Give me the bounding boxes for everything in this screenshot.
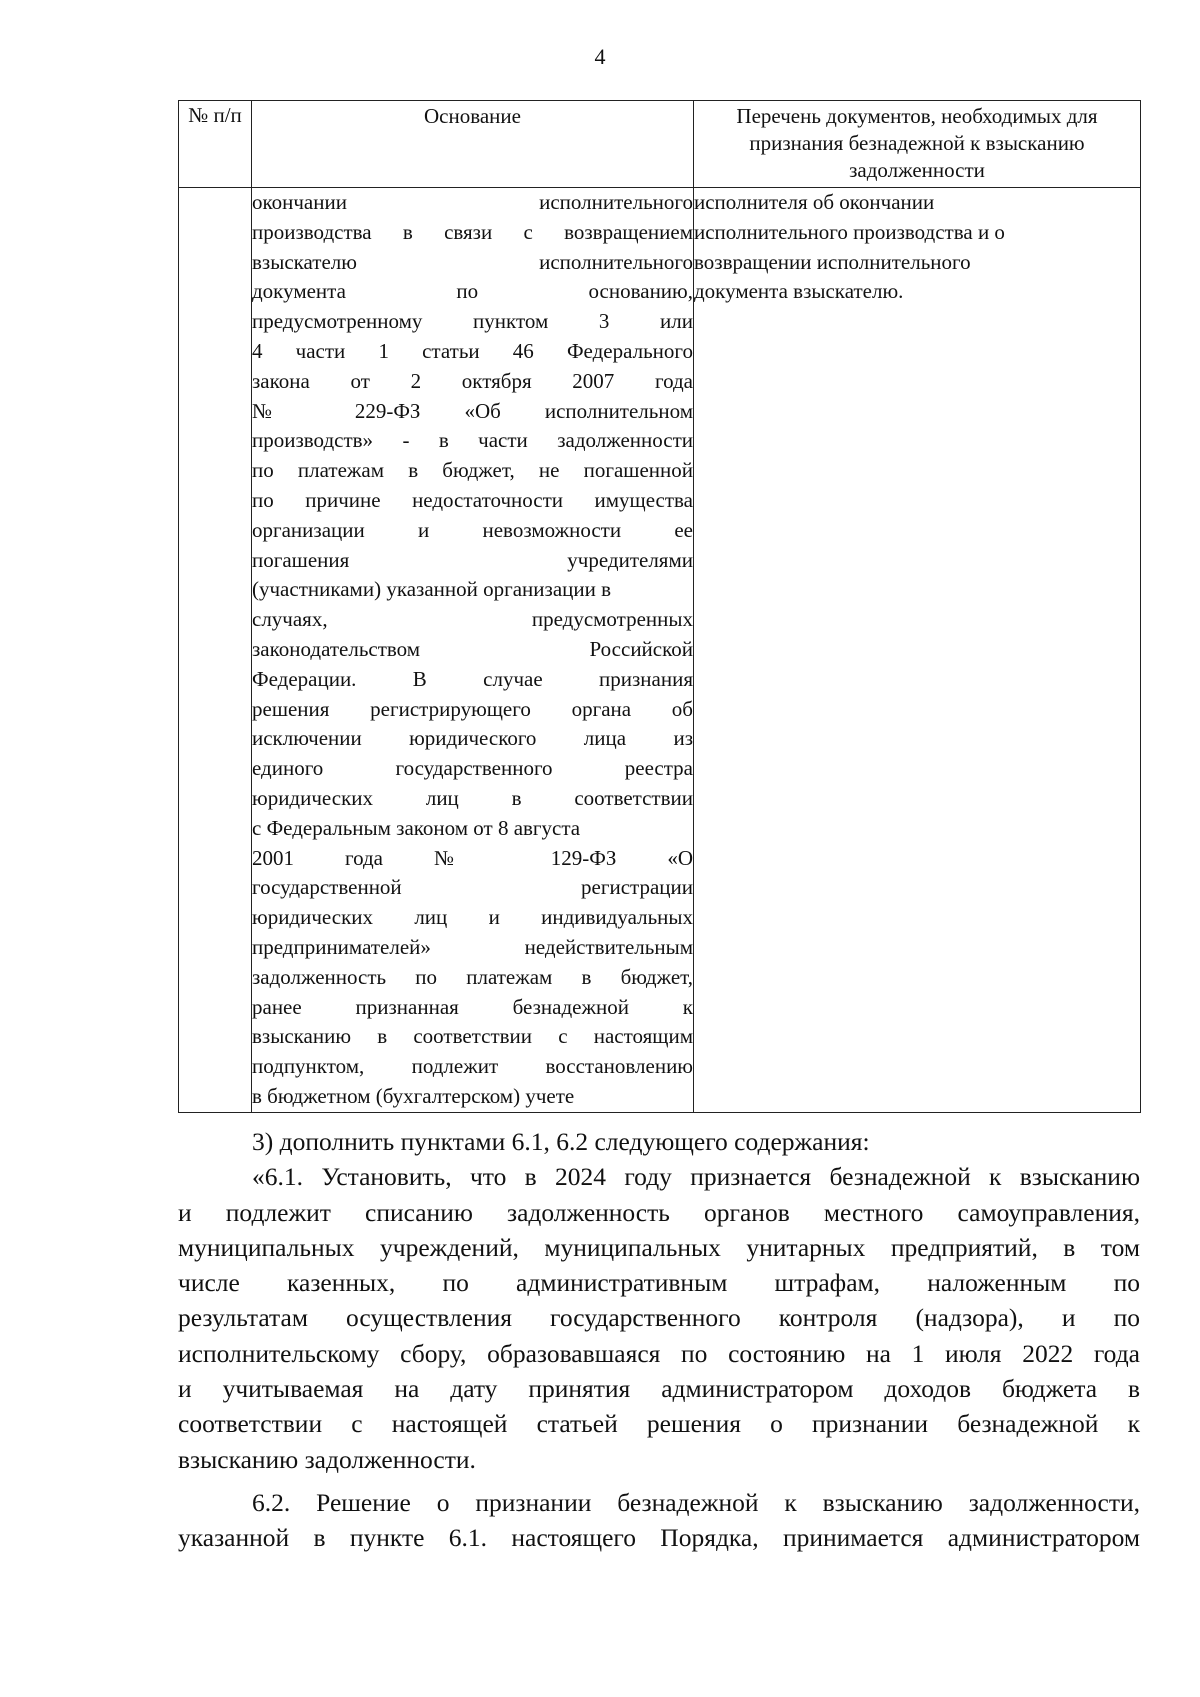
paragraph-line: «6.1. Установить, что в 2024 году признается безнадежной к взысканию bbox=[252, 1162, 1140, 1192]
documents-line: возвращении исполнительного bbox=[694, 249, 971, 274]
basis-line: погашения учредителями bbox=[252, 547, 693, 572]
basis-line: единого государственного реестра bbox=[252, 756, 693, 781]
basis-line: юридических лиц в соответствии bbox=[252, 785, 693, 810]
basis-line: закона от 2 октября 2007 года bbox=[252, 368, 693, 393]
basis-line: решения регистрирующего органа об bbox=[252, 696, 693, 721]
debt-basis-table bbox=[178, 100, 1141, 1113]
basis-line: задолженность по платежам в бюджет, bbox=[252, 964, 693, 989]
basis-line: взыскателю исполнительного bbox=[252, 249, 693, 274]
body-text bbox=[178, 1124, 1140, 1556]
paragraph-line: и подлежит списанию задолженность органов местного самоуправления, bbox=[178, 1197, 1140, 1227]
basis-line: (участниками) указанной организации в bbox=[252, 577, 612, 602]
paragraph-3-intro: 3) дополнить пунктами 6.1, 6.2 следующего содержания: bbox=[252, 1127, 870, 1156]
paragraph-line: взысканию задолженности. bbox=[178, 1444, 476, 1474]
documents-line: документа взыскателю. bbox=[694, 279, 904, 304]
basis-line: государственной регистрации bbox=[252, 875, 693, 900]
basis-line: подпунктом, подлежит восстановлению bbox=[252, 1054, 693, 1079]
basis-line: с Федеральным законом от 8 августа bbox=[252, 815, 581, 840]
basis-line: случаях, предусмотренных bbox=[252, 607, 693, 632]
basis-line: по причине недостаточности имущества bbox=[252, 487, 693, 512]
documents-line: исполнительного производства и о bbox=[694, 219, 1005, 244]
basis-line: № 229-ФЗ «Об исполнительном bbox=[252, 398, 693, 423]
documents-cell bbox=[694, 188, 1141, 1113]
table-row bbox=[179, 188, 1141, 1113]
header-basis: Основание bbox=[252, 101, 694, 188]
basis-line: производств» - в части задолженности bbox=[252, 428, 693, 453]
paragraph-6-1 bbox=[178, 1159, 1140, 1477]
basis-cell bbox=[252, 188, 694, 1113]
paragraph-6-2 bbox=[178, 1485, 1140, 1556]
basis-line: юридических лиц и индивидуальных bbox=[252, 905, 693, 930]
paragraph-line: муниципальных учреждений, муниципальных унитарных предприятий, в том bbox=[178, 1232, 1140, 1262]
basis-line: 4 части 1 статьи 46 Федерального bbox=[252, 338, 693, 363]
paragraph-line: числе казенных, по административным штрафам, наложенным по bbox=[178, 1268, 1140, 1298]
paragraph-line: указанной в пункте 6.1. настоящего Порядка, принимается администратором bbox=[178, 1523, 1140, 1553]
paragraph-line: соответствии с настоящей статьей решения о признании безнадежной к bbox=[178, 1409, 1140, 1439]
paragraph-line: результатам осуществления государственного контроля (надзора), и по bbox=[178, 1303, 1140, 1333]
basis-line: взысканию в соответствии с настоящим bbox=[252, 1024, 693, 1049]
basis-line: окончании исполнительного bbox=[252, 190, 693, 214]
basis-line: производства в связи с возвращением bbox=[252, 219, 693, 244]
basis-line: предпринимателей» недействительным bbox=[252, 934, 693, 959]
basis-line: по платежам в бюджет, не погашенной bbox=[252, 458, 693, 483]
documents-line: исполнителя об окончании bbox=[694, 190, 935, 214]
table-header-row bbox=[179, 101, 1141, 188]
basis-line: организации и невозможности ее bbox=[252, 517, 693, 542]
paragraph-line: исполнительскому сбору, образовавшаяся по состоянию на 1 июля 2022 года bbox=[178, 1338, 1140, 1368]
basis-line: 2001 года № 129-ФЗ «О bbox=[252, 845, 693, 870]
basis-line: предусмотренному пунктом 3 или bbox=[252, 309, 693, 334]
paragraph-line: и учитываемая на дату принятия администратором доходов бюджета в bbox=[178, 1374, 1140, 1404]
header-documents: Перечень документов, необходимых для признания безнадежной к взысканию задолженности bbox=[694, 101, 1141, 188]
paragraph-line: 6.2. Решение о признании безнадежной к взысканию задолженности, bbox=[252, 1487, 1140, 1517]
header-number: № п/п bbox=[179, 101, 252, 188]
page-number: 4 bbox=[594, 44, 606, 69]
basis-line: Федерации. В случае признания bbox=[252, 666, 693, 691]
basis-line: в бюджетном (бухгалтерском) учете bbox=[252, 1083, 575, 1108]
basis-line: законодательством Российской bbox=[252, 636, 693, 661]
row-number-cell bbox=[179, 188, 252, 1113]
basis-line: документа по основанию, bbox=[252, 279, 693, 304]
basis-line: исключении юридического лица из bbox=[252, 726, 693, 751]
basis-line: ранее признанная безнадежной к bbox=[252, 994, 693, 1019]
